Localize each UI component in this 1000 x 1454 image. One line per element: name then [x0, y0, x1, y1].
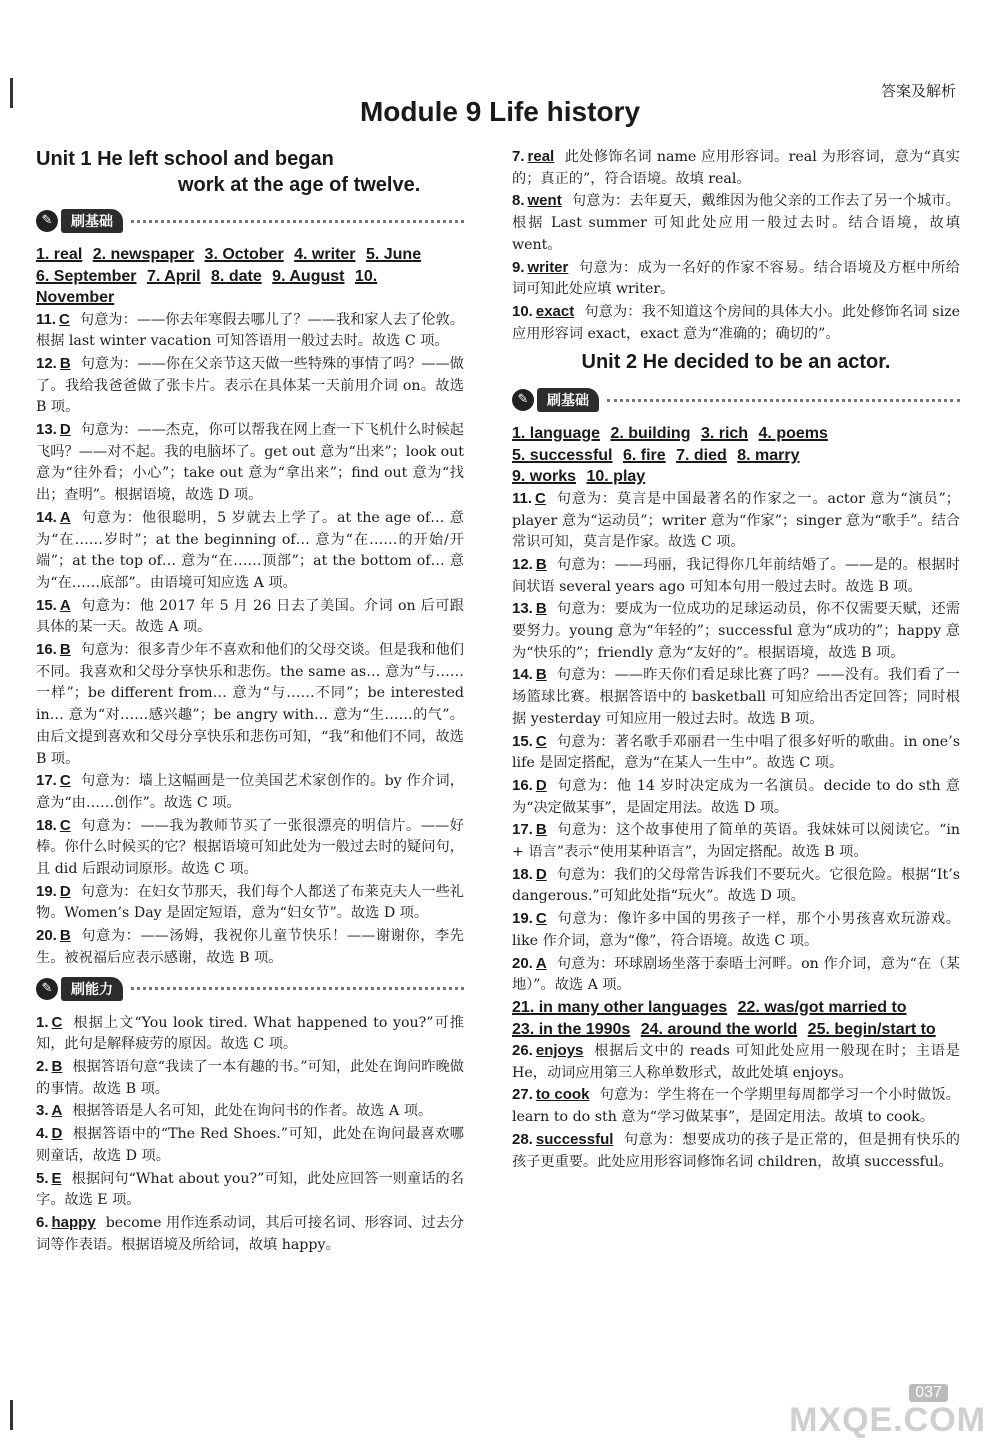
item-key: exact [535, 302, 575, 320]
item-key: went [527, 192, 562, 210]
explanation-item [36, 507, 464, 595]
answer-row [36, 266, 464, 309]
book-icon: ✎ [36, 210, 58, 232]
item-number: 18. [36, 816, 57, 834]
answer: 23. in the 1990s [512, 1020, 631, 1038]
item-key: E [51, 1169, 62, 1187]
item-text: 句意为：——我为教师节买了一张很漂亮的明信片。——好棒。你什么时候买的它？根据语境可知此处为一般过去时的疑问句，且 did 后跟动词原形。故选 C 项。 [36, 817, 464, 878]
answer: 22. was/got married to [737, 999, 907, 1016]
item-number: 8. [512, 192, 525, 210]
explanation-item [512, 819, 960, 863]
explanation-item [512, 554, 960, 598]
item-text: 句意为：成为一名好的作家不容易。结合语境及方框中所给词可知此处应填 writer。 [512, 259, 960, 298]
section-badge-basic [512, 387, 960, 413]
item-text: 句意为：我不知道这个房间的具体大小。此处修饰名词 size 应用形容词 exact，exact 意为“准确的；确切的”。 [512, 303, 960, 342]
item-text: 句意为：莫言是中国最著名的作家之一。actor 意为“演员”；player 意为“运动员”；writer 意为“作家”；singer 意为“歌手”。结合常识可知，莫言是作家。故选 C 项。 [512, 490, 960, 551]
item-number: 12. [512, 555, 533, 573]
answer-row [36, 244, 464, 266]
answer: 10. play [586, 468, 646, 486]
explanation-item [512, 1129, 960, 1173]
explanation-item [512, 864, 960, 908]
item-text: 此处修饰名词 name 应用形容词。real 为形容词，意为“真实的；真正的”，符合语境。故填 real。 [512, 149, 960, 187]
explanation-item [36, 353, 464, 419]
answer: 4. writer [294, 246, 356, 263]
item-text: 句意为：想要成功的孩子是正常的，但是拥有快乐的孩子更重要。此处应用形容词修饰名词 children，故填 successful。 [512, 1131, 960, 1170]
item-text: 句意为：——你在父亲节这天做一些特殊的事情了吗？——做了。我给我爸爸做了张卡片。表示在具体某一天前用介词 on。故选 B 项。 [36, 355, 464, 416]
item-key: A [59, 508, 71, 526]
item-text: 根据答语是人名可知，此处在询问书的作者。故选 A 项。 [72, 1103, 433, 1120]
explanation-item [36, 1212, 464, 1256]
item-key: B [535, 555, 547, 573]
item-number: 13. [36, 421, 57, 439]
item-text: 句意为：著名歌手邓丽君一生中唱了很多好听的歌曲。in one’s life 是固定搭配，意为“在某人一生中”。故选 C 项。 [512, 733, 960, 772]
item-number: 12. [36, 354, 57, 372]
dotted-divider [607, 399, 960, 402]
explanation-item [36, 1012, 464, 1056]
answer: 7. died [676, 446, 727, 464]
item-number: 11. [36, 310, 57, 328]
item-number: 9. [512, 258, 525, 276]
answer: 10. November [36, 267, 378, 306]
item-key: C [535, 489, 546, 507]
explanation-item [36, 1123, 464, 1167]
explanation-item [36, 1168, 464, 1212]
item-key: B [59, 641, 71, 659]
item-key: successful [535, 1130, 614, 1148]
item-key: C [59, 816, 71, 834]
section-badge-basic [36, 208, 464, 234]
explanation-list [36, 309, 464, 970]
item-key: D [535, 776, 547, 794]
explanation-item [512, 257, 960, 301]
explanation-list [512, 1040, 960, 1173]
answer: 25. begin/start to [807, 1020, 936, 1038]
item-key: D [59, 882, 71, 900]
item-text: become 用作连系动词，其后可接名词、形容词、过去分词等作表语。根据语境及所给词，故填 happy。 [36, 1214, 464, 1253]
item-number: 7. [512, 148, 525, 165]
item-text: 句意为：——昨天你们看足球比赛了吗？——没有。我们看了一场篮球比赛。根据答语中的 basketball 可知应给出否定回答；同时根据 yesterday 可知应用一般过去时。故选 B 项。 [512, 667, 960, 727]
unit2-title: Unit 2 He decided to be an actor. [581, 351, 891, 374]
answer-row [512, 466, 960, 488]
badge-label: 刷基础 [61, 209, 123, 233]
explanation-item [512, 488, 960, 554]
explanation-item [512, 775, 960, 819]
item-text: 句意为：这个故事使用了简单的英语。我妹妹可以阅读它。“in + 语言”表示“使用某种语言”，为固定搭配。故选 B 项。 [512, 822, 960, 861]
answer: 6. fire [622, 446, 666, 464]
explanation-item [36, 309, 464, 353]
answer-row [512, 997, 960, 1019]
item-text: 句意为：去年夏天，戴维因为他父亲的工作去了另一个城市。根据 Last summer 可知此处应用一般过去时。结合语境，故填 went。 [512, 193, 960, 253]
explanation-list [512, 146, 960, 345]
item-key: C [535, 910, 547, 928]
item-number: 16. [36, 641, 57, 659]
explanation-item [36, 925, 464, 969]
item-text: 句意为：——玛丽，我记得你几年前结婚了。——是的。根据时间状语 several years ago 可知本句用一般过去时。故选 B 项。 [512, 556, 960, 595]
item-number: 16. [512, 776, 533, 794]
item-number: 6. [36, 1213, 49, 1231]
item-key: B [59, 354, 71, 372]
item-key: writer [527, 258, 569, 276]
explanation-item [512, 731, 960, 775]
item-number: 2. [36, 1058, 49, 1075]
item-number: 19. [36, 882, 57, 900]
dotted-divider [131, 987, 464, 990]
item-number: 11. [512, 489, 533, 507]
item-text: 句意为：——你去年寒假去哪儿了？——我和家人去了伦敦。根据 last winter vacation 可知答语用一般过去时。故选 C 项。 [36, 311, 464, 350]
item-text: 句意为：像许多中国的男孩子一样，那个小男孩喜欢玩游戏。like 作介词，意为“像”，符合语境。故选 C 项。 [512, 911, 960, 949]
answer: 1. real [36, 246, 83, 263]
badge-label: 刷能力 [61, 977, 123, 1001]
unit1-title-line1: Unit 1 He left school and began [36, 148, 334, 170]
explanation-item [36, 639, 464, 770]
item-number: 14. [36, 508, 57, 526]
item-number: 13. [512, 600, 533, 618]
answer: 2. building [610, 425, 691, 443]
answer: 3. October [204, 246, 284, 263]
explanation-item [36, 881, 464, 925]
explanation-item [36, 770, 464, 814]
item-text: 句意为：在妇女节那天，我们每个人都送了布莱克夫人一些礼物。Women’s Day 是固定短语，意为“妇女节”。故选 D 项。 [36, 883, 464, 922]
item-number: 20. [36, 927, 57, 945]
explanation-item [512, 301, 960, 345]
answer: 5. June [365, 246, 422, 263]
item-text: 根据后文中的 reads 可知此处应用一般现在时；主语是 He，动词应用第三人称单数形式，故此处填 enjoys。 [512, 1043, 960, 1081]
item-text: 句意为：他 2017 年 5 月 26 日去了美国。介词 on 后可跟具体的某一天。故选 A 项。 [36, 597, 464, 636]
item-text: 句意为：——汤姆，我祝你儿童节快乐！——谢谢你，李先生。被祝福后应表示感谢，故选 B 项。 [36, 928, 464, 966]
book-icon: ✎ [512, 389, 534, 411]
item-number: 1. [36, 1013, 49, 1031]
item-number: 18. [512, 865, 533, 883]
badge-label: 刷基础 [537, 388, 599, 412]
item-text: 根据问句“What about you?”可知，此处应回答一则童话的名字。故选 E 项。 [36, 1170, 464, 1209]
answer-row [512, 423, 960, 445]
item-text: 句意为：环球剧场坐落于泰晤士河畔。on 作介词，意为“在（某地）”。故选 A 项。 [512, 955, 960, 994]
item-number: 3. [36, 1102, 49, 1120]
answer: 2. newspaper [92, 246, 195, 263]
item-number: 5. [36, 1169, 49, 1187]
answer: 7. April [146, 267, 201, 285]
item-key: D [51, 1125, 63, 1143]
item-key: C [535, 732, 547, 750]
item-text: 句意为：他很聪明，5 岁就去上学了。at the age of… 意为“在……岁时”；at the beginning of… 意为“在……的开始/开端”；at the top of… 意为“在……顶部”；at the bottom of… 意为“在……底部”。由语境可知应选 A 项。 [36, 509, 464, 591]
item-number: 27. [512, 1086, 533, 1104]
item-number: 4. [36, 1125, 49, 1143]
item-number: 28. [512, 1130, 533, 1148]
answer: 3. rich [700, 425, 749, 443]
item-number: 17. [36, 772, 57, 790]
explanation-item [36, 1100, 464, 1123]
item-number: 17. [512, 821, 533, 839]
item-text: 句意为：要成为一位成功的足球运动员，你不仅需要天赋，还需要努力。young 意为“年轻的”；successful 意为“成功的”；happy 意为“快乐的”；friendly 意为“友好的”。根据语境，故选 B 项。 [512, 601, 960, 661]
answer: 24. around the world [640, 1020, 798, 1038]
item-text: 句意为：很多青少年不喜欢和他们的父母交谈。但是我和他们不同。我喜欢和父母分享快乐和悲伤。the same as… 意为“与……一样”；be different from… 意为“与……不同”；be interested in… 意为“对……感兴趣”；be angry with… 意为“生……的气”。由后文提到喜欢和父母分享快乐和悲伤可知，“我”和他们不同，故选 B 项。 [36, 642, 464, 767]
item-key: B [51, 1058, 63, 1075]
unit1-title-line2: work at the age of twelve. [178, 174, 421, 196]
item-number: 15. [512, 732, 533, 750]
item-number: 19. [512, 910, 533, 928]
explanation-item [512, 598, 960, 664]
item-key: enjoys [535, 1042, 584, 1059]
item-text: 句意为：墙上这幅画是一位美国艺术家创作的。by 作介词，意为“由……创作”。故选 C 项。 [36, 773, 464, 811]
answer: 5. successful [512, 446, 613, 464]
answer: 9. works [512, 468, 577, 486]
explanation-item [36, 1056, 464, 1100]
page-number: 037 [909, 1384, 948, 1402]
left-column [36, 146, 464, 1256]
explanation-item [512, 1084, 960, 1128]
item-key: real [527, 148, 555, 165]
dotted-divider [131, 220, 464, 223]
item-key: C [51, 1013, 63, 1031]
binding-mark-bottom [10, 1400, 13, 1430]
item-key: happy [51, 1213, 96, 1231]
item-key: A [535, 954, 547, 972]
item-key: B [535, 600, 547, 618]
item-text: 根据上文“You look tired. What happened to you?”可推知，此句是解释疲劳的原因。故选 C 项。 [36, 1014, 464, 1053]
item-number: 26. [512, 1042, 533, 1059]
item-key: A [59, 596, 71, 614]
running-header: 答案及解析 [880, 82, 956, 100]
answer-row [512, 1019, 960, 1041]
explanation-item [512, 146, 960, 190]
item-number: 10. [512, 302, 533, 320]
answer: 6. September [36, 267, 137, 285]
answer: 8. date [211, 267, 262, 285]
answer: 9. August [272, 267, 345, 285]
explanation-list [36, 1012, 464, 1257]
item-key: C [59, 772, 71, 790]
explanation-item [512, 908, 960, 952]
answer: 21. in many other languages [512, 999, 728, 1016]
item-key: B [59, 927, 71, 945]
item-key: B [535, 821, 547, 839]
item-text: 句意为：他 14 岁时决定成为一名演员。decide to do sth 意为“决定做某事”，是固定用法。故选 D 项。 [512, 777, 960, 816]
item-key: to cook [535, 1086, 590, 1104]
unit1-title [36, 146, 464, 198]
explanation-list [512, 488, 960, 997]
watermark-logo: MXQE.COM [789, 1401, 986, 1439]
item-text: 根据答语中的“The Red Shoes.”可知，此处在询问最喜欢哪则童话，故选 D 项。 [36, 1126, 464, 1164]
item-key: D [535, 865, 547, 883]
explanation-item [512, 664, 960, 730]
section-badge-ability [36, 976, 464, 1002]
item-text: 根据答语句意“我读了一本有趣的书。”可知，此处在询问昨晚做的事情。故选 B 项。 [36, 1059, 464, 1097]
book-icon: ✎ [36, 978, 58, 1000]
item-key: D [59, 421, 71, 439]
explanation-item [512, 1040, 960, 1084]
answer-row [512, 445, 960, 467]
explanation-item [512, 953, 960, 997]
item-text: 句意为：我们的父母常告诉我们不要玩火。它很危险。根据“It’s dangerous.”可知此处指“玩火”。故选 D 项。 [512, 866, 960, 905]
answer: 8. marry [737, 446, 800, 464]
item-key: A [51, 1102, 63, 1120]
explanation-item [36, 419, 464, 507]
explanation-item [36, 815, 464, 881]
item-key: C [59, 310, 70, 328]
answer: 4. poems [758, 425, 828, 443]
item-number: 20. [512, 954, 533, 972]
item-text: 句意为：学生将在一个学期里每周都学习一个小时做饭。learn to do sth 意为“学习做某事”，是固定用法。故填 to cook。 [512, 1087, 960, 1126]
item-key: B [535, 666, 547, 684]
item-number: 14. [512, 666, 533, 684]
right-column [512, 146, 960, 1173]
explanation-item [512, 190, 960, 256]
answer: 1. language [512, 425, 601, 443]
item-text: 句意为：——杰克，你可以帮我在网上查一下飞机什么时候起飞吗？——对不起。我的电脑坏了。get out 意为“出来”；look out 意为“往外看；小心”；take out 意为“拿出来”；find out 意为“找出；查明”。根据语境，故选 D 项。 [36, 422, 464, 504]
explanation-item [36, 595, 464, 639]
page-title: Module 9 Life history [359, 96, 641, 127]
item-number: 15. [36, 596, 57, 614]
